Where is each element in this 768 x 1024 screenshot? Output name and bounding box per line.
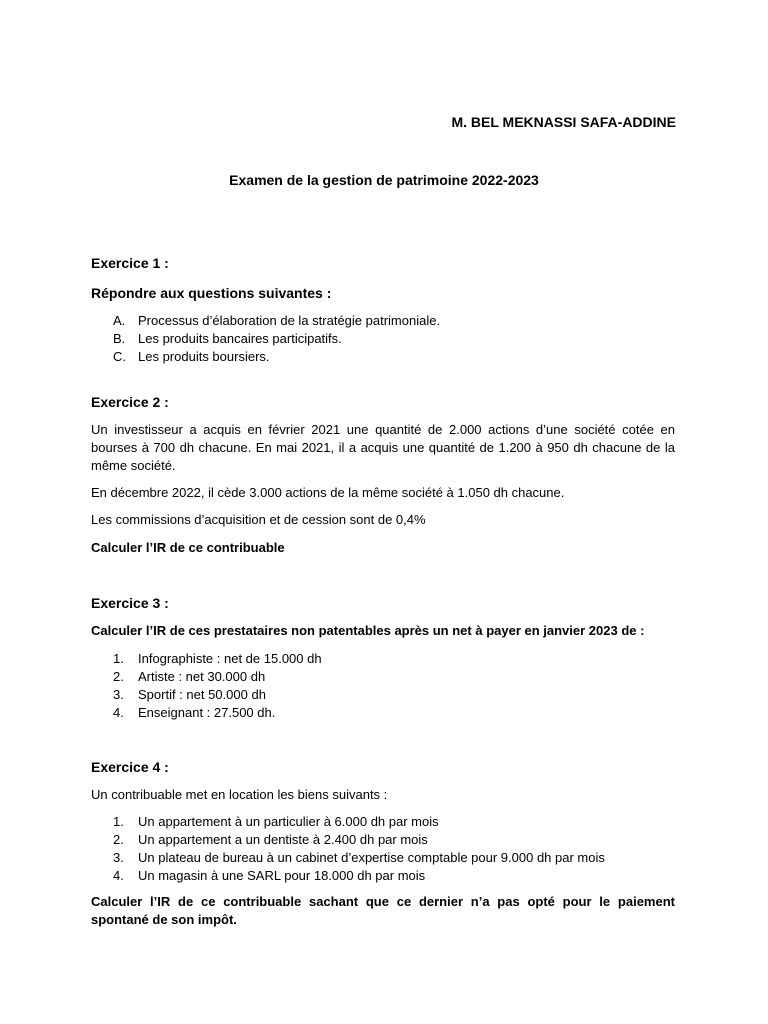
list-marker: 2. (113, 832, 124, 847)
list-item (91, 813, 675, 831)
exercise-2-heading: Exercice 2 : (91, 394, 169, 410)
exercise-2-paragraph-1: Un investisseur a acquis en février 2021 une quantité de 2.000 actions d’une société cotée en bourses à 700 dh chacune. En mai 2021, il a acquis une quantité de 1.200 à 950 dh chacune de la même société. (91, 422, 675, 473)
list-item-text: Infographiste : net de 15.000 dh (138, 651, 322, 666)
exercise-1-subheading: Répondre aux questions suivantes : (91, 285, 332, 301)
exercise-3-list (91, 650, 675, 722)
list-marker: 1. (113, 814, 124, 829)
list-item (91, 704, 675, 722)
list-marker: 4. (113, 868, 124, 883)
list-item (91, 348, 675, 366)
list-marker: B. (113, 331, 126, 346)
list-item-text: Artiste : net 30.000 dh (138, 669, 266, 684)
list-item-text: Un plateau de bureau à un cabinet d’expertise comptable pour 9.000 dh par mois (138, 850, 605, 865)
list-item-text: Processus d’élaboration de la stratégie patrimoniale. (138, 313, 441, 328)
exercise-2-paragraph-3: Les commissions d’acquisition et de cession sont de 0,4% (91, 512, 426, 527)
list-marker: C. (113, 349, 126, 364)
list-item-text: Sportif : net 50.000 dh (138, 687, 266, 702)
list-item-text: Un appartement a un dentiste à 2.400 dh par mois (138, 832, 428, 847)
author-name: M. BEL MEKNASSI SAFA-ADDINE (451, 114, 676, 130)
list-item (91, 831, 675, 849)
list-item-text: Enseignant : 27.500 dh. (138, 705, 276, 720)
list-marker: 3. (113, 850, 124, 865)
exercise-4-intro: Un contribuable met en location les biens suivants : (91, 787, 388, 802)
list-marker: 4. (113, 705, 124, 720)
exercise-3-question: Calculer l’IR de ces prestataires non patentables après un net à payer en janvier 2023 de : (91, 623, 645, 638)
exam-title: Examen de la gestion de patrimoine 2022-2023 (229, 172, 539, 188)
list-item-text: Un magasin à une SARL pour 18.000 dh par mois (138, 868, 426, 883)
list-item (91, 650, 675, 668)
list-item-text: Les produits boursiers. (138, 349, 270, 364)
exercise-1-list (91, 312, 675, 366)
list-marker: 2. (113, 669, 124, 684)
exercise-4-question: Calculer l’IR de ce contribuable sachant que ce dernier n’a pas opté pour le paiement spontané de son impôt. (91, 894, 675, 927)
list-marker: 3. (113, 687, 124, 702)
list-item (91, 686, 675, 704)
list-item-text: Un appartement à un particulier à 6.000 dh par mois (138, 814, 439, 829)
exercise-4-list (91, 813, 675, 885)
exercise-2-question: Calculer l’IR de ce contribuable (91, 540, 285, 555)
list-item (91, 849, 675, 867)
list-item (91, 668, 675, 686)
list-marker: A. (113, 313, 126, 328)
list-item-text: Les produits bancaires participatifs. (138, 331, 342, 346)
exercise-4-heading: Exercice 4 : (91, 759, 169, 775)
exercise-2-paragraph-2: En décembre 2022, il cède 3.000 actions de la même société à 1.050 dh chacune. (91, 485, 565, 500)
exercise-1-heading: Exercice 1 : (91, 255, 169, 271)
list-item (91, 312, 675, 330)
list-item (91, 330, 675, 348)
list-item (91, 867, 675, 885)
exercise-3-heading: Exercice 3 : (91, 595, 169, 611)
list-marker: 1. (113, 651, 124, 666)
